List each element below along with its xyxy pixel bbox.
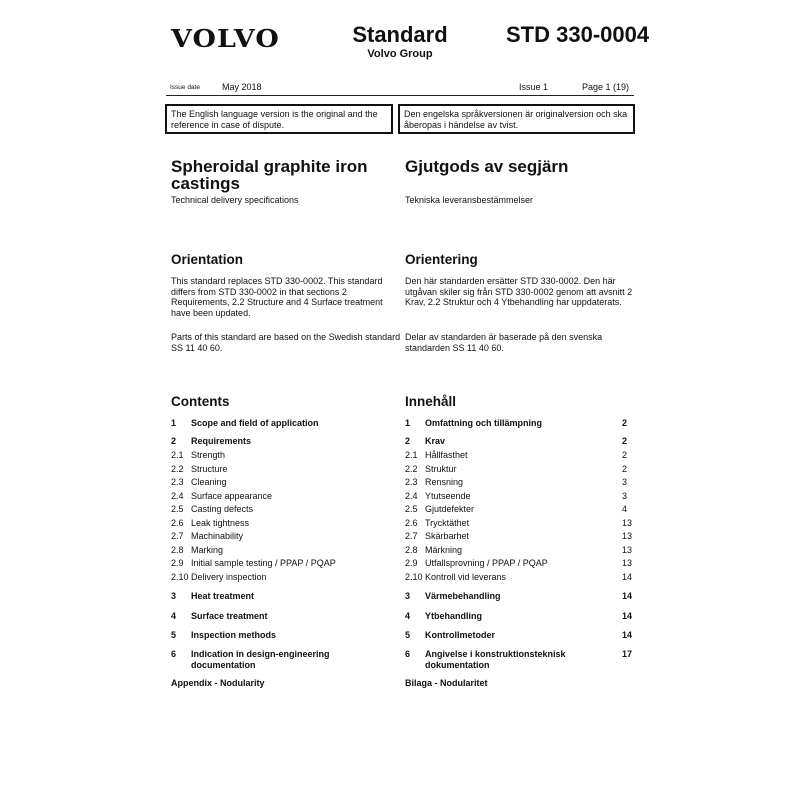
toc-item-page: 2 (622, 418, 628, 428)
toc-item-number: 2.8 (405, 544, 418, 555)
toc-item-label: Heat treatment (191, 591, 255, 601)
toc-item-label: Angivelse i konstruktionsteknisk dokumentation (425, 649, 566, 670)
toc-item-number: 2.1 (405, 450, 418, 460)
toc-item-label: Initial sample testing / PPAP / PQAP (191, 558, 336, 568)
toc-item-label: Struktur (425, 463, 457, 474)
toc-item-label: Strength (191, 450, 226, 460)
toc-item-page: 14 (622, 591, 633, 601)
toc-item-label: Omfattning och tillämpning (425, 418, 542, 428)
orientation-p1-sv: Den här standarden ersätter STD 330-0002. Den här utgåvan skiler sig från STD 330-0002 genom att avsnitt 2 Krav, 2.2 Struktur och 4 Ytbehandling har uppdaterats. (405, 276, 633, 307)
toc-en (171, 418, 401, 698)
toc-item-number: 2.3 (405, 477, 418, 487)
toc-item-label: Machinability (191, 531, 244, 541)
toc-item-label: Appendix - Nodularity (171, 678, 265, 688)
toc-item-label: Surface treatment (191, 611, 268, 621)
issue-date-label: Issue date (170, 84, 200, 91)
toc-item-page: 13 (622, 531, 633, 541)
toc-item-number: 4 (171, 611, 177, 621)
toc-item-number: 2.9 (171, 558, 184, 568)
toc-item-number: 1 (171, 418, 177, 428)
toc-item-page: 13 (622, 517, 633, 528)
toc-item-label: Scope and field of application (191, 418, 319, 428)
toc-item-page: 14 (622, 571, 633, 582)
toc-item-label: Skärbarhet (425, 531, 470, 541)
toc-item-label: Casting defects (191, 504, 254, 514)
toc-item-label: Marking (191, 544, 224, 555)
toc-item-label: Bilaga - Nodularitet (405, 678, 488, 688)
organization: Volvo Group (367, 48, 433, 60)
toc-item-page: 14 (622, 611, 633, 621)
page-label: Page 1 (19) (582, 82, 630, 92)
toc-item-number: 5 (405, 630, 411, 640)
doc-number: STD 330-0004 (506, 22, 650, 47)
orientation-heading-en: Orientation (171, 252, 244, 267)
toc-item-label: Ytutseende (425, 490, 471, 501)
toc-item-number: 2.7 (171, 531, 184, 541)
notice-sv: Den engelska språkversionen är originalversion och ska åberopas i händelse av tvist. (398, 104, 635, 134)
toc-item-page: 14 (622, 630, 633, 640)
toc-item-label: Kontrollmetoder (425, 630, 496, 640)
toc-item-label: Trycktäthet (425, 517, 470, 528)
toc-item-page: 13 (622, 544, 633, 555)
toc-item-number: 2 (171, 436, 177, 446)
toc-item-label: Gjutdefekter (425, 504, 475, 514)
toc-item-number: 2.4 (405, 490, 418, 501)
toc-item-page: 2 (622, 463, 628, 474)
toc-item-label: Kontroll vid leverans (425, 571, 507, 582)
contents-heading-en: Contents (171, 394, 230, 409)
toc-item-label: Krav (425, 436, 446, 446)
doc-type: Standard (352, 22, 448, 47)
notice-en: The English language version is the original and the reference in case of dispute. (165, 104, 393, 134)
volvo-logo: VOLVO (171, 24, 280, 53)
toc-item-number: 2.7 (405, 531, 418, 541)
toc-item-number: 5 (171, 630, 177, 640)
toc-item-label: Cleaning (191, 477, 227, 487)
issue-label: Issue 1 (519, 82, 549, 92)
toc-item-label: Ytbehandling (425, 611, 482, 621)
toc-item-number: 6 (171, 649, 177, 659)
toc-item-page: 3 (622, 477, 628, 487)
toc-item-number: 3 (171, 591, 177, 601)
toc-item-number: 2 (405, 436, 411, 446)
toc-item-number: 2.1 (171, 450, 184, 460)
orientation-p2-en: Parts of this standard are based on the Swedish standard SS 11 40 60. (171, 332, 401, 353)
toc-item-number: 2.6 (405, 517, 418, 528)
contents-heading-sv: Innehåll (405, 394, 457, 409)
toc-item-label: Hållfasthet (425, 450, 468, 460)
toc-item-number: 2.2 (171, 463, 184, 474)
subtitle-sv: Tekniska leveransbestämmelser (405, 195, 534, 205)
toc-item-label: Leak tightness (191, 517, 250, 528)
toc-item-page: 2 (622, 436, 628, 446)
toc-item-label: Värmebehandling (425, 591, 501, 601)
toc-item-number: 4 (405, 611, 411, 621)
orientation-heading-sv: Orientering (405, 252, 478, 267)
toc-item-number: 2.5 (405, 504, 418, 514)
toc-item-page: 3 (622, 490, 628, 501)
toc-item-label: Indication in design-engineering documentation (191, 649, 330, 670)
toc-item-label: Structure (191, 463, 228, 474)
toc-item-number: 2.4 (171, 490, 184, 501)
title-sv: Gjutgods av segjärn (405, 157, 569, 176)
issue-date: May 2018 (222, 82, 262, 92)
toc-item-label: Märkning (425, 544, 463, 555)
orientation-p2-sv: Delar av standarden är baserade på den svenska standarden SS 11 40 60. (405, 332, 603, 353)
toc-item-page: 17 (622, 649, 633, 659)
toc-item-label: Inspection methods (191, 630, 277, 640)
toc-item-label: Requirements (191, 436, 252, 446)
toc-item-number: 2.3 (171, 477, 184, 487)
title-en: Spheroidal graphite iron castings (171, 157, 368, 193)
toc-item-number: 6 (405, 649, 411, 659)
toc-item-number: 2.5 (171, 504, 184, 514)
issue-row (166, 79, 634, 96)
toc-item-label: Utfallsprovning / PPAP / PQAP (425, 558, 548, 568)
toc-item-number: 2.2 (405, 463, 418, 474)
toc-item-label: Surface appearance (191, 490, 273, 501)
toc-item-label: Delivery inspection (191, 571, 267, 582)
toc-item-label: Rensning (425, 477, 464, 487)
toc-item-page: 4 (622, 504, 628, 514)
toc-item-number: 3 (405, 591, 411, 601)
toc-item-page: 2 (622, 450, 628, 460)
toc-item-number: 2.8 (171, 544, 184, 555)
toc-item-number: 2.10 (171, 571, 189, 582)
toc-item-page: 13 (622, 558, 633, 568)
toc-item-number: 1 (405, 418, 411, 428)
toc-item-number: 2.10 (405, 571, 423, 582)
orientation-p1-en: This standard replaces STD 330-0002. This standard differs from STD 330-0002 in that sections 2 Requirements, 2.2 Structure and 4 Surface treatment have been updated. (171, 276, 383, 318)
toc-sv (405, 418, 645, 698)
toc-item-number: 2.9 (405, 558, 418, 568)
toc-item-number: 2.6 (171, 517, 184, 528)
subtitle-en: Technical delivery specifications (171, 195, 299, 205)
